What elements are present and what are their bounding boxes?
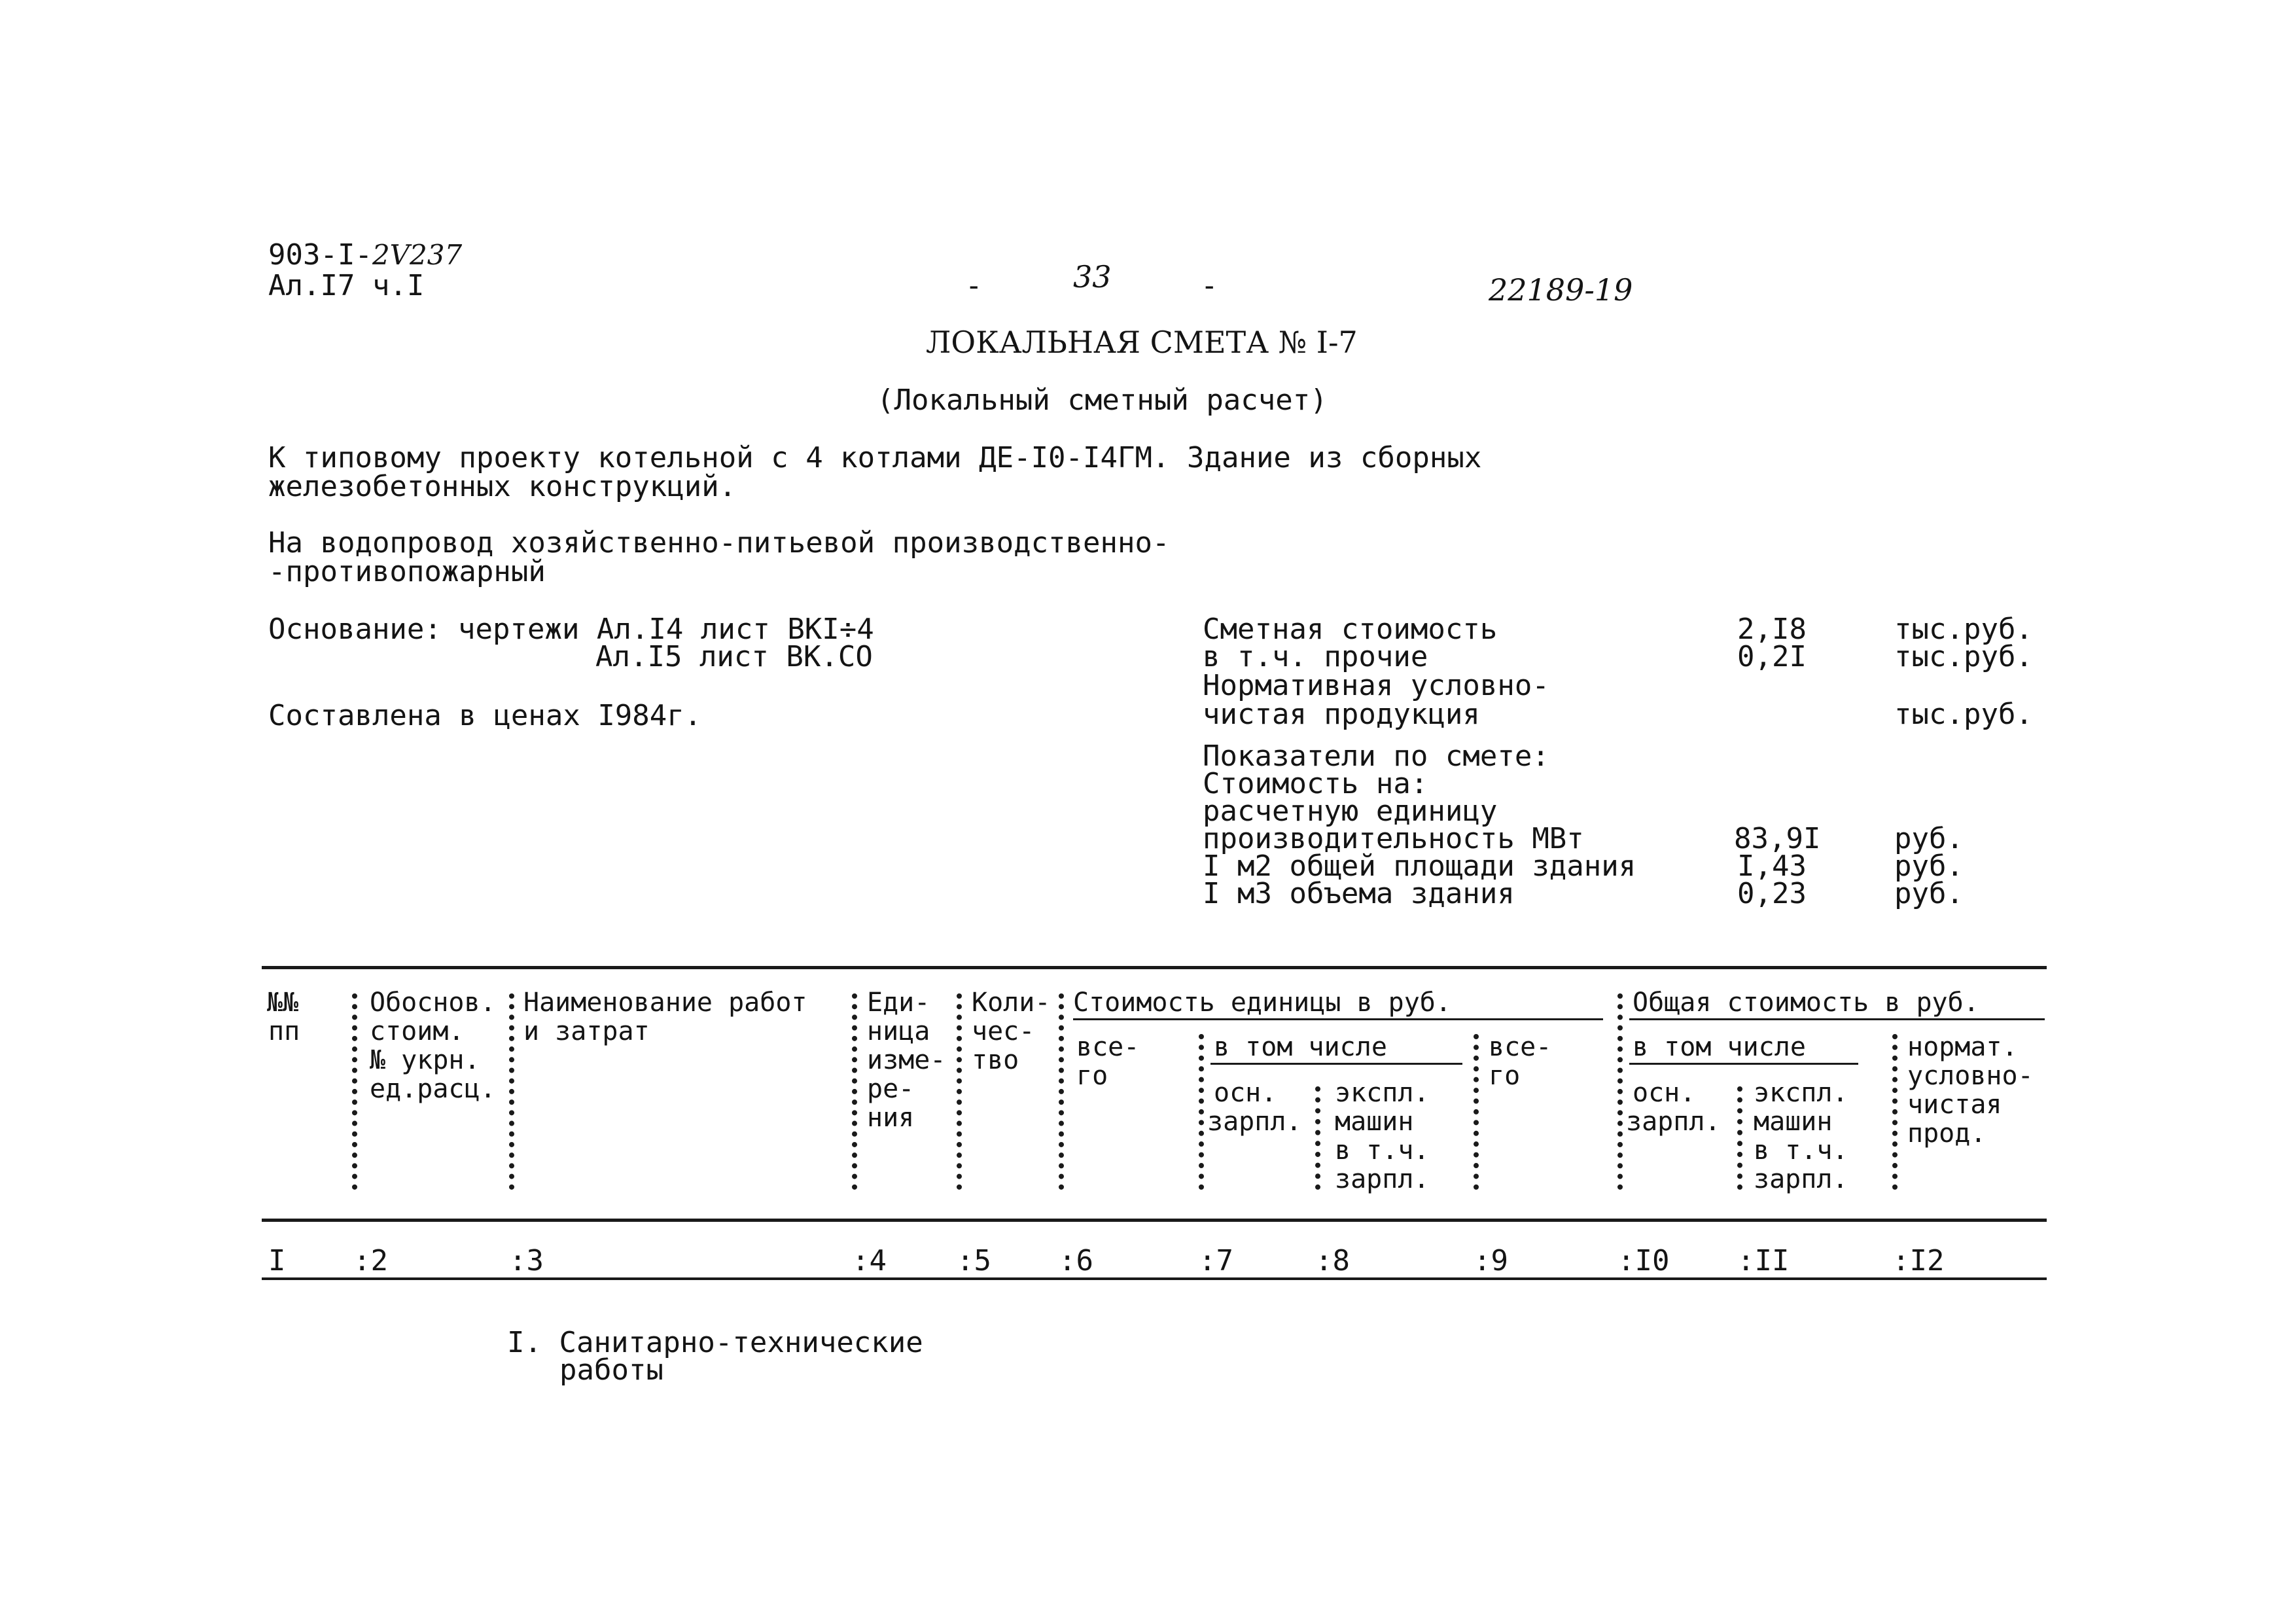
summary-label: Показатели по смете: [1203,740,1549,773]
col5-header-l1: Коли- [972,988,1051,1018]
colnum-10: :I0 [1617,1244,1670,1277]
col3-divider [509,993,514,1190]
page-dash-right: - [1201,269,1218,302]
total-cost-group-header: Общая стоимость в руб. [1633,988,1979,1018]
col6-divider [1059,993,1064,1190]
doc-code-handwritten: 2V237 [372,239,463,271]
colnum-4: :4 [852,1244,887,1277]
col10-divider [1617,993,1623,1190]
col11-header-l1: экспл. [1754,1078,1848,1108]
col2-header-l2: стоим. [370,1016,465,1046]
col5-header-l3: тво [972,1045,1019,1075]
col4-header-l1: Еди- [867,988,930,1018]
colnum-12-value: I2 [1909,1244,1945,1277]
col3-header-l2: и затрат [523,1016,650,1046]
summary-label: производительность МВт [1203,822,1584,855]
incl-underline-unit [1210,1063,1462,1065]
col9-header-l1: все- [1489,1032,1552,1062]
col7-header-l2: зарпл. [1207,1107,1302,1137]
col9-header-l2: го [1489,1061,1521,1091]
col4-header-l3: изме- [867,1045,946,1075]
col8-divider [1315,1086,1320,1190]
header-bottom-rule [262,1219,2047,1222]
colnum-4-value: 4 [869,1244,887,1277]
col9-divider [1474,1034,1479,1190]
col10-header-l2: зарпл. [1626,1107,1721,1137]
col5-divider [957,993,962,1190]
colnum-7-value: 7 [1216,1244,1233,1277]
col8-header-l4: зарпл. [1335,1164,1430,1194]
inventory-number: 22189-19 [1489,272,1633,308]
col2-divider [352,993,357,1190]
col11-divider [1737,1086,1742,1190]
colnum-10-value: I0 [1634,1244,1670,1277]
colnum-6-value: 6 [1076,1244,1093,1277]
colnum-11: :II [1737,1244,1790,1277]
colnum-7: :7 [1199,1244,1233,1277]
summary-label: расчетную единицу [1203,794,1498,828]
colnum-2: :2 [353,1244,388,1277]
project-line-1: К типовому проекту котельной с 4 котлами ДЕ-I0-I4ГМ. Здание из сборных [268,441,1482,474]
colnum-8: :8 [1315,1244,1350,1277]
summary-value: 0,2I [1737,640,1807,673]
summary-unit: тыс.руб. [1894,640,2033,673]
colnum-5-value: 5 [974,1244,991,1277]
summary-unit: руб. [1894,877,1964,910]
incl-header-unit: в том числе [1214,1032,1387,1062]
summary-value: 2,I8 [1737,613,1807,646]
album-ref: Ал.I7 ч.I [268,269,425,302]
col8-header-l3: в т.ч. [1335,1135,1430,1166]
colnum-12: :I2 [1892,1244,1945,1277]
page-number: 33 [1073,259,1112,294]
col4-divider [852,993,857,1190]
project-line-2: железобетонных конструкций. [268,470,737,503]
summary-unit: руб. [1894,822,1964,855]
col12-header-l4: прод. [1907,1118,1987,1149]
column-numbers-rule [262,1277,2047,1280]
doc-code [268,238,463,272]
subject-line-2: -противопожарный [268,555,546,588]
colnum-8-value: 8 [1332,1244,1350,1277]
colnum-3: :3 [509,1244,544,1277]
summary-label: I м3 объема здания [1203,877,1515,910]
colnum-11-value: II [1754,1244,1790,1277]
section-heading-l1: I. Санитарно-технические [507,1326,923,1359]
summary-label: Стоимость на: [1203,767,1428,800]
colnum-2-value: 2 [370,1244,388,1277]
col2-header-l3: № укрн. [370,1045,480,1075]
page-dash-left: - [965,269,983,302]
col8-header-l2: машин [1335,1107,1414,1137]
col12-divider [1892,1034,1898,1190]
total-cost-underline [1629,1018,2045,1020]
col11-header-l2: машин [1754,1107,1833,1137]
basis-line-2: Ал.I5 лист ВК.СО [595,640,873,673]
section-heading-l2: работы [559,1353,663,1387]
doc-code-printed: 903-I- [268,238,372,272]
col12-header-l3: чистая [1907,1090,2002,1120]
colnum-5: :5 [957,1244,991,1277]
unit-cost-underline [1073,1018,1603,1020]
unit-cost-group-header: Стоимость единицы в руб. [1073,988,1451,1018]
basis-label: Основание: [268,613,442,646]
incl-underline-total [1629,1063,1858,1065]
colnum-3-value: 3 [526,1244,544,1277]
summary-label: в т.ч. прочие [1203,640,1428,673]
summary-unit: руб. [1894,849,1964,883]
summary-unit: тыс.руб. [1894,613,2033,646]
summary-label: чистая продукция [1203,698,1480,731]
table-top-rule [262,966,2047,969]
col4-header-l4: ре- [867,1074,915,1104]
summary-label: I м2 общей площади здания [1203,849,1636,883]
page-title: ЛОКАЛЬНАЯ СМЕТА № I-7 [926,325,1358,360]
subject-line-1: На водопровод хозяйственно-питьевой производственно- [268,526,1170,560]
incl-header-total: в том числе [1633,1032,1806,1062]
col5-header-l2: чес- [972,1016,1035,1046]
summary-unit: тыс.руб. [1894,698,2033,731]
col11-header-l3: в т.ч. [1754,1135,1848,1166]
colnum-1: I [268,1244,286,1277]
colnum-9: :9 [1474,1244,1508,1277]
colnum-6: :6 [1059,1244,1093,1277]
colnum-9-value: 9 [1491,1244,1508,1277]
basis-line-1: чертежи Ал.I4 лист ВКI÷4 [458,613,874,646]
col3-header-l1: Наименование работ [523,988,807,1018]
col2-header-l4: ед.расц. [370,1074,496,1104]
col1-header-l2: пп [268,1016,300,1046]
col10-header-l1: осн. [1633,1078,1696,1108]
page-subtitle: (Локальный сметный расчет) [877,383,1328,417]
summary-value: I,43 [1737,849,1807,883]
col11-header-l4: зарпл. [1754,1164,1848,1194]
prices-note: Составлена в ценах I984г. [268,699,702,732]
summary-value: 83,9I [1734,822,1821,855]
col7-header-l1: осн. [1214,1078,1277,1108]
col1-header-l1: №№ [267,988,299,1018]
col6-header-l1: все- [1076,1032,1140,1062]
summary-label: Нормативная условно- [1203,669,1549,702]
col4-header-l5: ния [867,1103,915,1133]
col7-divider [1199,1034,1204,1190]
col2-header-l1: Обоснов. [370,988,496,1018]
summary-value: 0,23 [1737,877,1807,910]
col12-header-l1: нормат. [1907,1032,2018,1062]
summary-label: Сметная стоимость [1203,613,1498,646]
col6-header-l2: го [1076,1061,1108,1091]
col8-header-l1: экспл. [1335,1078,1430,1108]
col4-header-l2: ница [867,1016,930,1046]
col12-header-l2: условно- [1907,1061,2034,1091]
